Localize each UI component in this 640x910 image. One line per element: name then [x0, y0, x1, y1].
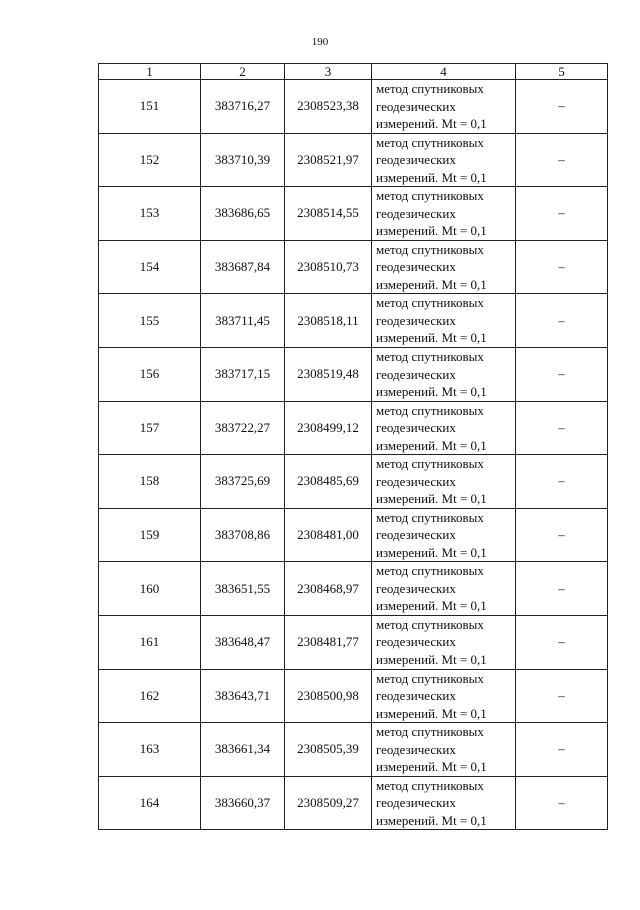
y-coordinate-cell: 2308509,27 [285, 776, 372, 830]
table-row [99, 133, 608, 187]
method-line: метод спутниковых [376, 134, 484, 150]
method-line: геодезических [376, 473, 456, 489]
x-coordinate-cell: 383648,47 [201, 615, 285, 669]
method-line: измерений. Mt = 0,1 [376, 169, 487, 185]
method-line: геодезических [376, 634, 456, 650]
x-coordinate-cell: 383686,65 [201, 187, 285, 241]
y-coordinate-cell: 2308481,00 [285, 508, 372, 562]
method-line: метод спутниковых [376, 349, 484, 365]
dash-cell [516, 187, 608, 241]
dash-cell [516, 562, 608, 616]
dash-mark: – [558, 366, 565, 382]
method-cell [372, 455, 516, 509]
x-coordinate-cell: 383661,34 [201, 723, 285, 777]
x-coordinate-cell: 383716,27 [201, 80, 285, 134]
method-cell [372, 508, 516, 562]
dash-cell [516, 401, 608, 455]
column-header-5: 5 [516, 64, 608, 80]
method-line: метод спутниковых [376, 456, 484, 472]
page-number: 190 [311, 36, 329, 48]
method-line: геодезических [376, 580, 456, 596]
method-line: геодезических [376, 795, 456, 811]
method-line: геодезических [376, 312, 456, 328]
dash-cell [516, 723, 608, 777]
dash-mark: – [558, 473, 565, 489]
point-number-cell: 164 [99, 776, 201, 830]
dash-mark: – [558, 634, 565, 650]
method-cell [372, 347, 516, 401]
x-coordinate-cell: 383710,39 [201, 133, 285, 187]
method-cell [372, 723, 516, 777]
table-body [99, 80, 608, 830]
method-line: геодезических [376, 688, 456, 704]
dash-cell [516, 347, 608, 401]
dash-mark: – [558, 259, 565, 275]
method-line: измерений. Mt = 0,1 [376, 598, 487, 614]
coordinates-table [98, 63, 608, 830]
method-cell [372, 776, 516, 830]
point-number-cell: 159 [99, 508, 201, 562]
y-coordinate-cell: 2308510,73 [285, 240, 372, 294]
y-coordinate-cell: 2308468,97 [285, 562, 372, 616]
dash-cell [516, 133, 608, 187]
point-number-cell: 158 [99, 455, 201, 509]
x-coordinate-cell: 383687,84 [201, 240, 285, 294]
y-coordinate-cell: 2308499,12 [285, 401, 372, 455]
y-coordinate-cell: 2308521,97 [285, 133, 372, 187]
method-line: метод спутниковых [376, 81, 484, 97]
method-cell [372, 240, 516, 294]
dash-mark: – [558, 205, 565, 221]
method-cell [372, 294, 516, 348]
x-coordinate-cell: 383717,15 [201, 347, 285, 401]
point-number-cell: 162 [99, 669, 201, 723]
dash-cell [516, 615, 608, 669]
x-coordinate-cell: 383725,69 [201, 455, 285, 509]
method-line: метод спутниковых [376, 241, 484, 257]
method-line: метод спутниковых [376, 188, 484, 204]
table-row [99, 508, 608, 562]
point-number-cell: 160 [99, 562, 201, 616]
point-number-cell: 161 [99, 615, 201, 669]
method-line: измерений. Mt = 0,1 [376, 491, 487, 507]
column-header-1: 1 [99, 64, 201, 80]
method-cell [372, 562, 516, 616]
method-line: измерений. Mt = 0,1 [376, 223, 487, 239]
method-line: метод спутниковых [376, 724, 484, 740]
dash-cell [516, 294, 608, 348]
y-coordinate-cell: 2308523,38 [285, 80, 372, 134]
x-coordinate-cell: 383651,55 [201, 562, 285, 616]
point-number-cell: 153 [99, 187, 201, 241]
table-row [99, 294, 608, 348]
method-line: геодезических [376, 741, 456, 757]
table-row [99, 562, 608, 616]
method-line: геодезических [376, 420, 456, 436]
y-coordinate-cell: 2308500,98 [285, 669, 372, 723]
dash-mark: – [558, 795, 565, 811]
method-line: измерений. Mt = 0,1 [376, 759, 487, 775]
y-coordinate-cell: 2308505,39 [285, 723, 372, 777]
point-number-cell: 154 [99, 240, 201, 294]
method-line: измерений. Mt = 0,1 [376, 705, 487, 721]
y-coordinate-cell: 2308481,77 [285, 615, 372, 669]
method-line: геодезических [376, 98, 456, 114]
dash-mark: – [558, 580, 565, 596]
method-cell [372, 80, 516, 134]
table-row [99, 187, 608, 241]
method-line: метод спутниковых [376, 295, 484, 311]
column-header-4: 4 [372, 64, 516, 80]
table-row [99, 669, 608, 723]
method-line: геодезических [376, 205, 456, 221]
method-line: метод спутниковых [376, 777, 484, 793]
dash-cell [516, 80, 608, 134]
x-coordinate-cell: 383711,45 [201, 294, 285, 348]
dash-mark: – [558, 741, 565, 757]
x-coordinate-cell: 383660,37 [201, 776, 285, 830]
method-line: измерений. Mt = 0,1 [376, 651, 487, 667]
method-cell [372, 133, 516, 187]
dash-mark: – [558, 687, 565, 703]
point-number-cell: 157 [99, 401, 201, 455]
dash-cell [516, 455, 608, 509]
method-line: геодезических [376, 152, 456, 168]
x-coordinate-cell: 383708,86 [201, 508, 285, 562]
table-row [99, 240, 608, 294]
method-line: измерений. Mt = 0,1 [376, 116, 487, 132]
dash-cell [516, 776, 608, 830]
y-coordinate-cell: 2308518,11 [285, 294, 372, 348]
table-row [99, 615, 608, 669]
table-row [99, 401, 608, 455]
method-cell [372, 669, 516, 723]
method-line: геодезических [376, 259, 456, 275]
dash-mark: – [558, 527, 565, 543]
table-row [99, 776, 608, 830]
point-number-cell: 151 [99, 80, 201, 134]
method-line: метод спутниковых [376, 509, 484, 525]
method-line: метод спутниковых [376, 670, 484, 686]
table-header-row [99, 64, 608, 80]
dash-mark: – [558, 98, 565, 114]
method-line: геодезических [376, 366, 456, 382]
point-number-cell: 163 [99, 723, 201, 777]
dash-mark: – [558, 312, 565, 328]
table-row [99, 723, 608, 777]
dash-cell [516, 669, 608, 723]
y-coordinate-cell: 2308514,55 [285, 187, 372, 241]
column-header-3: 3 [285, 64, 372, 80]
method-line: измерений. Mt = 0,1 [376, 384, 487, 400]
method-cell [372, 401, 516, 455]
method-line: метод спутниковых [376, 616, 484, 632]
y-coordinate-cell: 2308519,48 [285, 347, 372, 401]
x-coordinate-cell: 383643,71 [201, 669, 285, 723]
method-line: геодезических [376, 527, 456, 543]
point-number-cell: 152 [99, 133, 201, 187]
table-row [99, 347, 608, 401]
method-line: измерений. Mt = 0,1 [376, 437, 487, 453]
point-number-cell: 155 [99, 294, 201, 348]
dash-cell [516, 240, 608, 294]
method-line: измерений. Mt = 0,1 [376, 812, 487, 828]
y-coordinate-cell: 2308485,69 [285, 455, 372, 509]
column-header-2: 2 [201, 64, 285, 80]
table-row [99, 455, 608, 509]
method-line: измерений. Mt = 0,1 [376, 544, 487, 560]
dash-cell [516, 508, 608, 562]
x-coordinate-cell: 383722,27 [201, 401, 285, 455]
dash-mark: – [558, 151, 565, 167]
method-line: измерений. Mt = 0,1 [376, 330, 487, 346]
dash-mark: – [558, 419, 565, 435]
method-line: метод спутниковых [376, 563, 484, 579]
point-number-cell: 156 [99, 347, 201, 401]
method-cell [372, 615, 516, 669]
table-row [99, 80, 608, 134]
method-line: метод спутниковых [376, 402, 484, 418]
method-line: измерений. Mt = 0,1 [376, 276, 487, 292]
method-cell [372, 187, 516, 241]
